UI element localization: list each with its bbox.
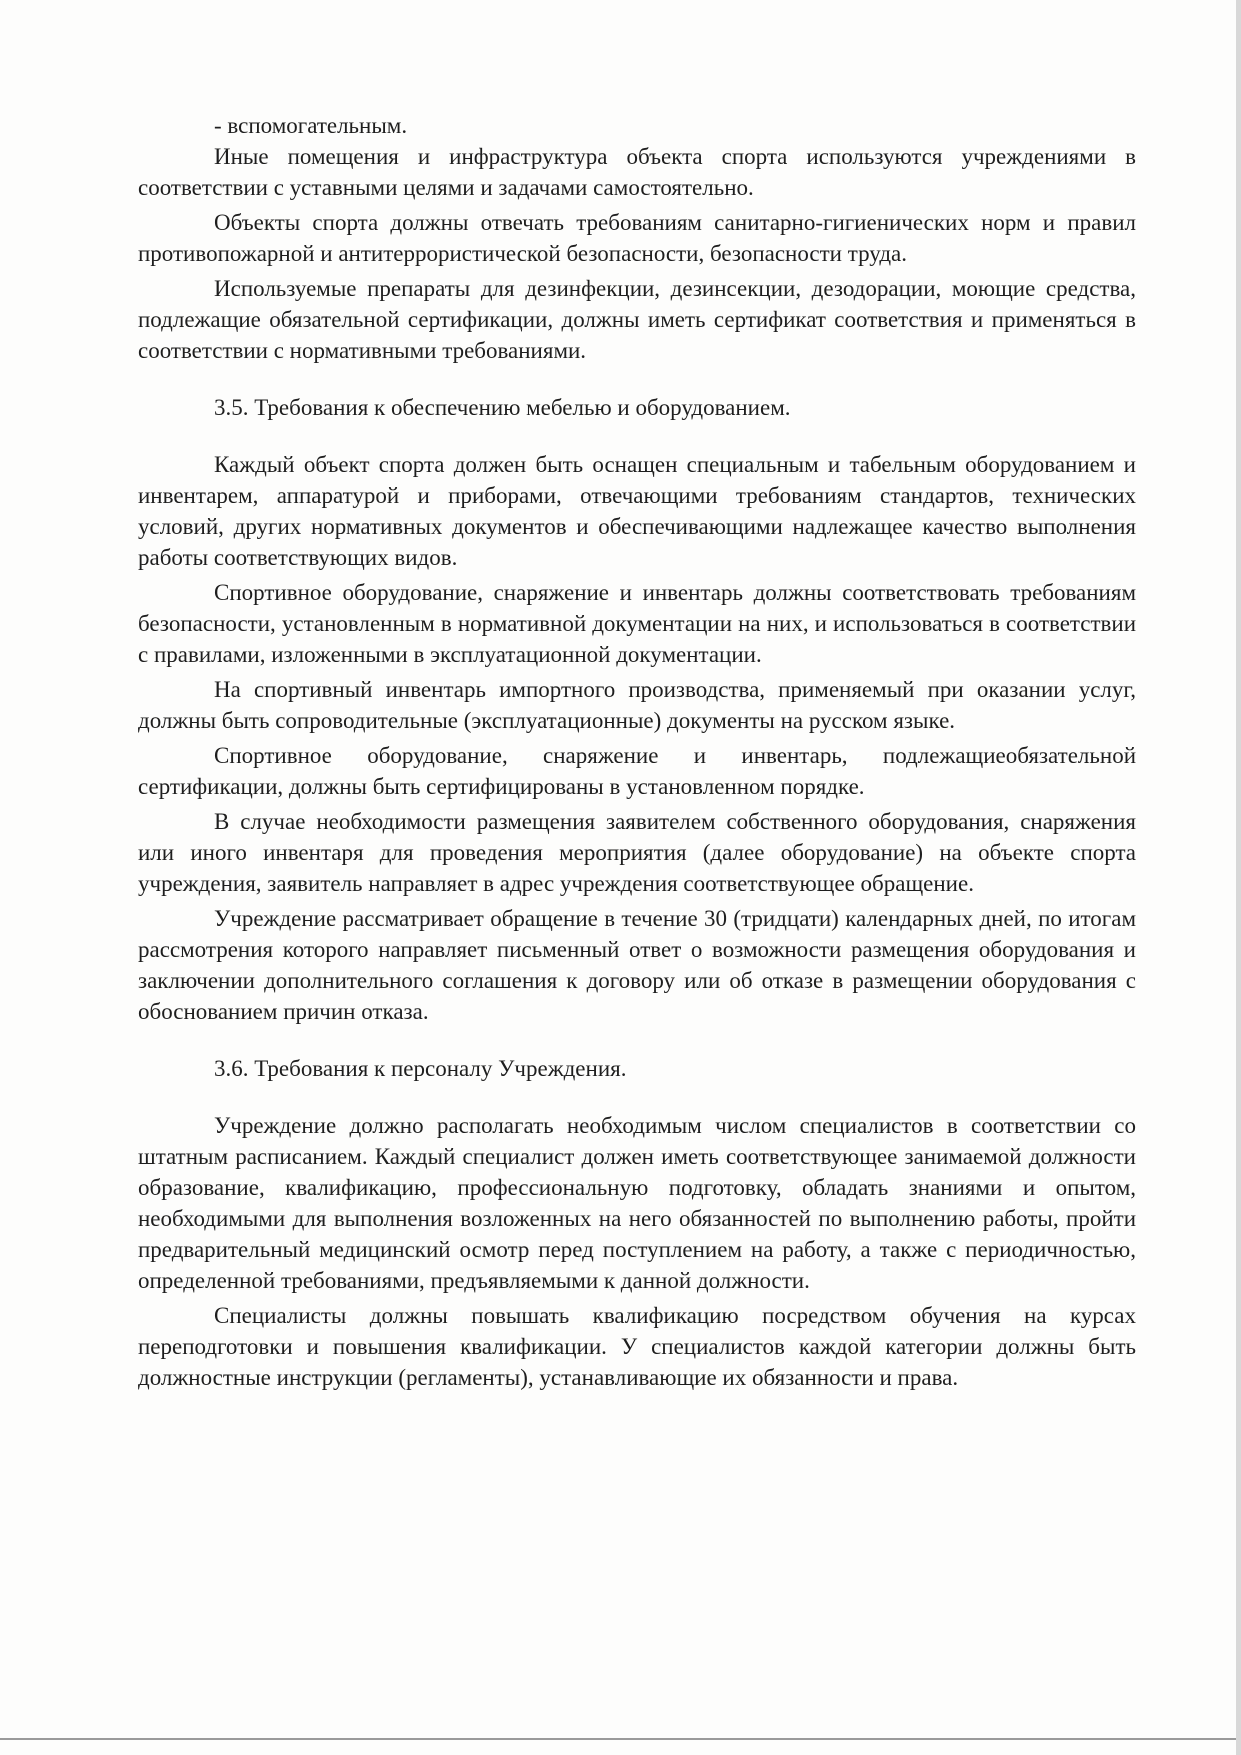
document-body [138, 110, 1136, 1393]
paragraph: Учреждение рассматривает обращение в течение 30 (тридцати) календарных дней, по итогам рассмотрения которого направляет письменный ответ о возможности размещения оборудования и заключении дополнительного соглашения к договору или об отказе в размещении оборудования с обоснованием причин отказа. [138, 906, 1136, 1024]
paragraph-list-item: - вспомогательным. [214, 113, 408, 138]
scan-bottom-edge [0, 1738, 1241, 1740]
paragraph: Учреждение должно располагать необходимым числом специалистов в соответствии со штатным расписанием. Каждый специалист должен иметь соответствующее занимаемой должности образование, квалификацию, профессиональную подготовку, обладать знаниями и опытом, необходимыми для выполнения возложенных на него обязанностей по выполнению работы, пройти предварительный медицинский осмотр перед поступлением на работу, а также с периодичностью, определенной требованиями, предъявляемыми к данной должности. [138, 1113, 1136, 1293]
paragraph: Спортивное оборудование, снаряжение и инвентарь, подлежащиеобязательной сертификации, должны быть сертифицированы в установленном порядке. [138, 743, 1136, 799]
paragraph: Используемые препараты для дезинфекции, дезинсекции, дезодорации, моющие средства, подлежащие обязательной сертификации, должны иметь сертификат соответствия и применяться в соответствии с нормативными требованиями. [138, 276, 1136, 363]
paragraph: Иные помещения и инфраструктура объекта спорта используются учреждениями в соответствии с уставными целями и задачами самостоятельно. [138, 144, 1136, 200]
paragraph: Объекты спорта должны отвечать требованиям санитарно-гигиенических норм и правил противопожарной и антитеррористической безопасности, безопасности труда. [138, 210, 1136, 266]
section-heading-3-6: 3.6. Требования к персоналу Учреждения. [214, 1056, 627, 1081]
paragraph: Специалисты должны повышать квалификацию посредством обучения на курсах переподготовки и повышения квалификации. У специалистов каждой категории должны быть должностные инструкции (регламенты), устанавливающие их обязанности и права. [138, 1303, 1136, 1390]
paragraph: Каждый объект спорта должен быть оснащен специальным и табельным оборудованием и инвентарем, аппаратурой и приборами, отвечающими требованиям стандартов, технических условий, других нормативных документов и обеспечивающими надлежащее качество выполнения работы соответствующих видов. [138, 452, 1136, 570]
section-heading-3-5: 3.5. Требования к обеспечению мебелью и оборудованием. [214, 395, 791, 420]
paragraph: Спортивное оборудование, снаряжение и инвентарь должны соответствовать требованиям безопасности, установленным в нормативной документации на них, и использоваться в соответствии с правилами, изложенными в эксплуатационной документации. [138, 580, 1136, 667]
paragraph: В случае необходимости размещения заявителем собственного оборудования, снаряжения или иного инвентаря для проведения мероприятия (далее оборудование) на объекте спорта учреждения, заявитель направляет в адрес учреждения соответствующее обращение. [138, 809, 1136, 896]
paragraph: На спортивный инвентарь импортного производства, применяемый при оказании услуг, должны быть сопроводительные (эксплуатационные) документы на русском языке. [138, 677, 1136, 733]
scan-right-edge [1236, 0, 1241, 1755]
